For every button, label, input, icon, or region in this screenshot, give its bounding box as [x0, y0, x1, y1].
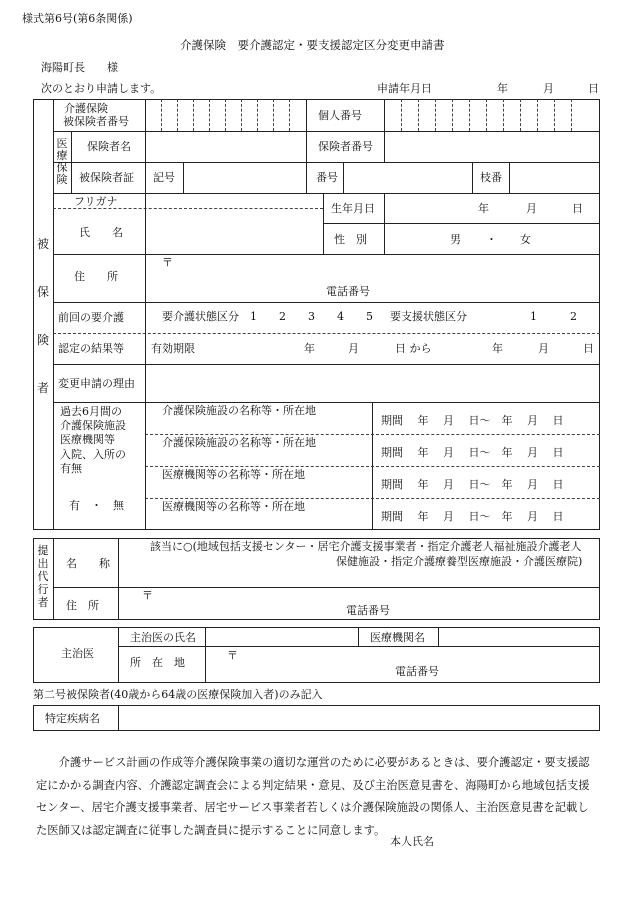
request-line: 次のとおり申請します。: [41, 82, 162, 95]
change-reason-label: 変更申請の理由: [58, 377, 135, 390]
insurer-name-label: 保険者名: [87, 140, 131, 153]
valid-period-label: 有効期限: [151, 342, 195, 355]
doctor-location-label: 所 在 地: [130, 656, 185, 669]
agent-note-line2: 保健施設・指定介護療養型医療施設・介護医療院): [336, 555, 583, 568]
prev-result-label-1: 前回の要介護: [58, 311, 124, 324]
valid-from-day: 日 から: [395, 342, 432, 355]
support-level-label: 要支援状態区分: [390, 310, 467, 323]
gender-separator: ・: [486, 233, 497, 246]
form-number: 様式第6号(第6条関係): [22, 12, 133, 25]
valid-from-month: 月: [348, 342, 359, 355]
agent-postal-mark: 〒: [142, 589, 153, 602]
has-none-options[interactable]: 有 ・ 無: [69, 499, 124, 512]
facility-name-label: 医療機関名: [370, 631, 425, 644]
insured-card-label: 被保険者証: [79, 171, 134, 184]
birth-day-unit: 日: [572, 202, 583, 215]
name-field[interactable]: [146, 209, 322, 253]
apply-date-label: 申請年月日: [377, 82, 432, 95]
name-label: 氏 名: [79, 226, 123, 239]
doctor-name-label: 主治医の氏名: [130, 631, 196, 644]
change-reason-field[interactable]: [146, 365, 599, 401]
consent-text: 介護サービス計画の作成等介護保険事業の適切な運営のために必要があるときは、要介護認定・要支援認定にかかる調査内容、介護認定調査会による判定結果・意見、及び主治医意見書を、海陽町から地域包括支援センター、居宅介護支援事業者、居宅サービス事業者若しくは介護保険施設の関係人、主治医意見書を記載した医師又は認定調査に従事した調査員に提示することに同意します。: [36, 756, 590, 837]
agent-note-line1: 該当に○(地域包括支援センター・居宅介護支援事業者・指定介護老人福祉施設介護老人: [150, 540, 582, 553]
support-level-1[interactable]: 1: [530, 310, 537, 323]
disease-label: 特定疾病名: [45, 712, 100, 725]
doctor-label: 主治医: [61, 647, 94, 660]
agent-address-label: 住 所: [66, 599, 99, 612]
postal-mark: 〒: [162, 256, 173, 269]
symbol-label: 記号: [153, 171, 175, 184]
apply-date-month: 月: [543, 82, 554, 95]
address-label: 住 所: [74, 270, 118, 283]
birth-date-label: 生年月日: [331, 202, 375, 215]
birth-year-unit: 年: [478, 202, 489, 215]
facility-row-3: 医療機関等の名称等・所在地: [162, 468, 305, 481]
care-level-options[interactable]: 要介護状態区分 1 2 3 4 5: [162, 310, 373, 323]
signature-field[interactable]: [440, 830, 600, 852]
my-number-label: 個人番号: [318, 109, 362, 122]
period-row-4: 期間 年 月 日〜 年 月 日: [381, 510, 564, 523]
agent-phone-label: 電話番号: [346, 604, 390, 617]
insurer-number-label: 保険者番号: [318, 140, 373, 153]
valid-to-day: 日: [583, 342, 594, 355]
apply-date-day: 日: [588, 82, 599, 95]
gender-male[interactable]: 男: [450, 233, 461, 246]
doctor-phone-label: 電話番号: [395, 665, 439, 678]
furigana-label: フリガナ: [74, 195, 118, 208]
insured-number-label: 介護保険 被保険者番号: [63, 102, 129, 128]
agent-name-label: 名 称: [66, 557, 110, 570]
prev-result-label-2: 認定の結果等: [58, 342, 124, 355]
insurer-name-field[interactable]: [146, 132, 305, 161]
gender-label: 性 別: [334, 233, 367, 246]
medical-insurance-label: 医 療 保 険: [56, 137, 68, 186]
agent-section-label: 提 出 代 行 者: [37, 544, 49, 609]
phone-label: 電話番号: [326, 285, 370, 298]
apply-date-year: 年: [497, 82, 508, 95]
facility-row-2: 介護保険施設の名称等・所在地: [162, 436, 316, 449]
insured-section-label: 被 保 険 者: [36, 237, 49, 395]
valid-to-month: 月: [538, 342, 549, 355]
period-row-3: 期間 年 月 日〜 年 月 日: [381, 478, 564, 491]
valid-from-year: 年: [304, 342, 315, 355]
disease-input[interactable]: [119, 706, 599, 730]
gender-female[interactable]: 女: [520, 233, 531, 246]
facility-row-4: 医療機関等の名称等・所在地: [162, 500, 305, 513]
form-title: 介護保険 要介護認定・要支援認定区分変更申請書: [180, 38, 445, 52]
branch-label: 枝番: [480, 171, 502, 184]
past-six-months-label: 過去6月間の 介護保険施設 医療機関等 入院、入所の 有無: [60, 405, 126, 475]
support-level-2[interactable]: 2: [570, 310, 577, 323]
facility-row-1: 介護保険施設の名称等・所在地: [162, 404, 316, 417]
number-label: 番号: [316, 171, 338, 184]
secondary-insured-note: 第二号被保険者(40歳から64歳の医療保険加入者)のみ記入: [33, 688, 323, 701]
period-row-2: 期間 年 月 日〜 年 月 日: [381, 446, 564, 459]
period-row-1: 期間 年 月 日〜 年 月 日: [381, 414, 564, 427]
valid-to-year: 年: [492, 342, 503, 355]
doctor-postal-mark: 〒: [227, 649, 238, 662]
birth-month-unit: 月: [526, 202, 537, 215]
addressee: 海陽町長 様: [41, 61, 118, 74]
signature-label: 本人氏名: [390, 835, 434, 848]
